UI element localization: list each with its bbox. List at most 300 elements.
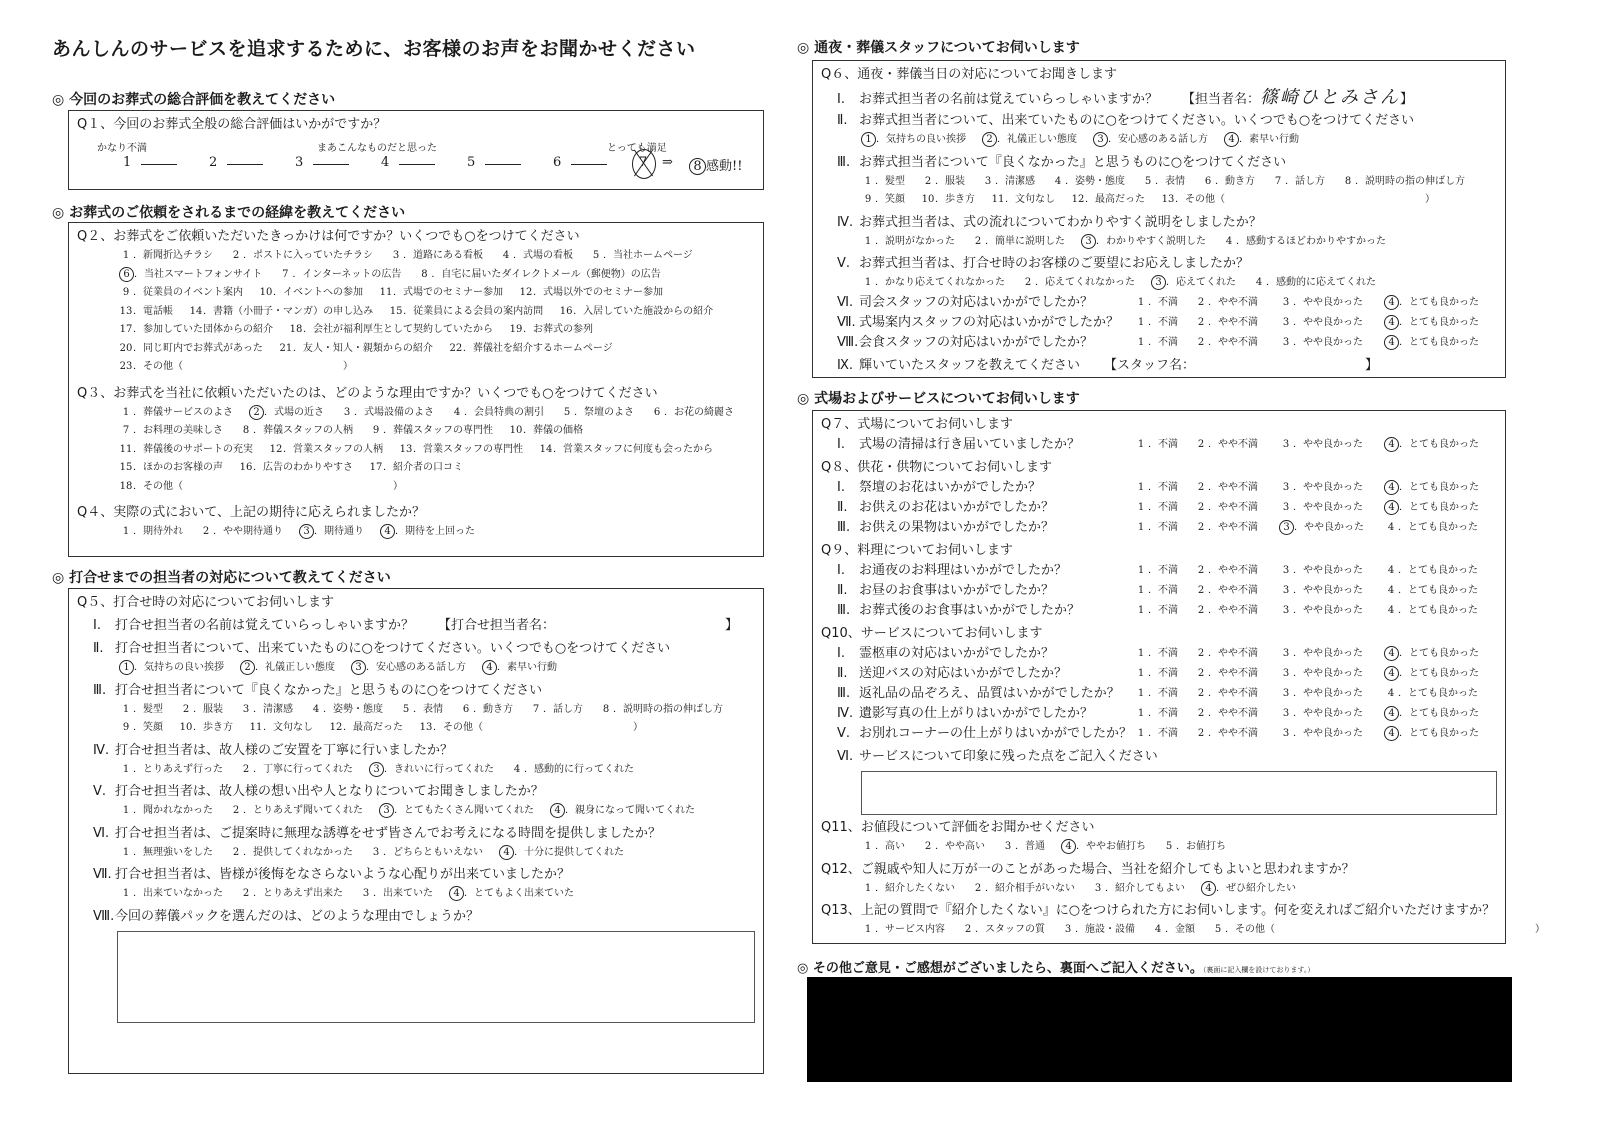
option[interactable]: [119, 441, 253, 460]
option[interactable]: [1071, 191, 1145, 210]
option-number: 2: [924, 175, 932, 187]
scale-final[interactable]: [689, 155, 742, 175]
option-label: やや良かった: [1303, 296, 1363, 308]
option[interactable]: [509, 321, 593, 340]
option-dot: ．: [1399, 668, 1409, 679]
option[interactable]: [1211, 921, 1545, 940]
option-number: 3: [299, 524, 314, 539]
option-number: 12: [269, 443, 283, 455]
option[interactable]: [861, 921, 945, 940]
option-dot: ．: [433, 722, 443, 733]
option-number: 3: [362, 888, 370, 899]
option-label: やや不満: [1218, 605, 1258, 616]
option[interactable]: [179, 701, 223, 720]
option-number: 2: [1197, 502, 1205, 513]
option[interactable]: [278, 266, 401, 285]
option[interactable]: [119, 422, 223, 441]
option[interactable]: [299, 523, 364, 542]
option-dot: ．: [1148, 648, 1158, 659]
option[interactable]: [119, 802, 213, 821]
sub-question-number: Ⅰ.: [837, 563, 845, 578]
option-label: 不満: [1158, 482, 1178, 493]
option[interactable]: [1061, 921, 1135, 940]
option[interactable]: [991, 191, 1055, 210]
option[interactable]: [1151, 921, 1195, 940]
option[interactable]: [1061, 838, 1146, 857]
question-title: Q13、上記の質問で『紹介したくない』に○をつけられた方にお伺いします。何を変えればご紹介いただけますか？: [821, 903, 1496, 918]
option[interactable]: [1194, 333, 1279, 353]
option-label: 不満: [1158, 585, 1178, 596]
option[interactable]: [1021, 274, 1135, 293]
option[interactable]: [1384, 435, 1484, 455]
option-dot: ．: [264, 406, 274, 418]
option[interactable]: [369, 459, 463, 478]
scale-point[interactable]: 1: [123, 155, 132, 170]
sub-question: [77, 681, 755, 701]
sub-question-number: Ⅰ.: [837, 646, 845, 661]
option-label: 礼儀正しい態度: [1007, 134, 1077, 145]
option-label: やや良かった: [1303, 728, 1363, 739]
option-number: 3: [351, 660, 366, 675]
option[interactable]: [240, 659, 335, 678]
option-number: 1: [1137, 502, 1145, 513]
option[interactable]: [1384, 333, 1484, 353]
option-dot: ．: [1208, 668, 1218, 679]
option[interactable]: [419, 719, 643, 738]
option[interactable]: [1279, 664, 1384, 684]
option[interactable]: [1222, 233, 1386, 252]
option-dot: ．: [1148, 605, 1158, 616]
option[interactable]: [1161, 191, 1435, 210]
option[interactable]: [1194, 724, 1279, 744]
option[interactable]: [119, 358, 353, 377]
option[interactable]: [369, 422, 493, 441]
option[interactable]: [1384, 684, 1484, 704]
option-label: 入居していた施設からの紹介: [583, 305, 714, 317]
option[interactable]: [1384, 313, 1484, 333]
option[interactable]: [1224, 131, 1299, 150]
option[interactable]: [399, 441, 523, 460]
option-number: 4: [1384, 666, 1399, 681]
option[interactable]: [329, 719, 403, 738]
option-label: とても良かった: [1409, 708, 1479, 719]
option[interactable]: [539, 441, 713, 460]
option[interactable]: [1134, 724, 1194, 744]
option[interactable]: [559, 303, 713, 322]
option[interactable]: [1194, 684, 1279, 704]
option[interactable]: [1279, 601, 1384, 621]
option[interactable]: [1279, 313, 1384, 333]
option[interactable]: [971, 880, 1075, 899]
option-label: とても良かった: [1409, 482, 1479, 493]
option-dot: ．: [613, 703, 623, 715]
option[interactable]: [921, 191, 975, 210]
option[interactable]: [279, 340, 433, 359]
option[interactable]: [529, 701, 583, 720]
question-box: [68, 110, 764, 190]
option-number: 3: [1282, 439, 1290, 450]
option[interactable]: [1194, 498, 1279, 518]
option-dot: ．: [133, 763, 143, 775]
option[interactable]: [239, 761, 353, 780]
scale-point[interactable]: 5: [467, 155, 476, 170]
option[interactable]: [1134, 644, 1194, 664]
option[interactable]: [1279, 478, 1384, 498]
option[interactable]: [861, 131, 966, 150]
option[interactable]: [259, 284, 363, 303]
question-title: Q１、今回のお葬式全般の総合評価はいかがですか？: [77, 117, 387, 132]
option[interactable]: [269, 441, 383, 460]
option[interactable]: [550, 802, 695, 821]
option[interactable]: [119, 303, 173, 322]
scale-point[interactable]: 3: [295, 155, 304, 170]
option[interactable]: [861, 880, 955, 899]
option-number: 2: [1197, 565, 1205, 576]
option[interactable]: [971, 233, 1065, 252]
option[interactable]: [119, 284, 243, 303]
option[interactable]: [1384, 498, 1484, 518]
option[interactable]: [1194, 601, 1279, 621]
option-dot: ．: [464, 406, 474, 418]
option[interactable]: [1134, 518, 1194, 538]
cross-mark-icon: [633, 147, 655, 179]
option[interactable]: [519, 284, 663, 303]
option-dot: ．: [533, 287, 543, 298]
option[interactable]: [239, 459, 353, 478]
option[interactable]: [229, 247, 373, 266]
option[interactable]: [1194, 704, 1279, 724]
option[interactable]: [1384, 518, 1484, 538]
option[interactable]: [1134, 664, 1194, 684]
option[interactable]: [1279, 333, 1384, 353]
rating-question-text: お供えの果物はいかがでしたか？: [859, 520, 1055, 535]
option[interactable]: [449, 885, 574, 904]
option-number: 22: [449, 342, 463, 354]
option[interactable]: [560, 404, 634, 423]
option-label: 普通: [1025, 841, 1045, 852]
option[interactable]: [380, 523, 475, 542]
footer-note: [797, 957, 1314, 976]
option[interactable]: [1201, 880, 1296, 899]
option[interactable]: [1093, 131, 1208, 150]
question-box: [68, 588, 764, 1074]
option[interactable]: [119, 321, 273, 340]
option-number: 21: [279, 342, 293, 354]
option[interactable]: [1384, 601, 1484, 621]
option[interactable]: [389, 303, 543, 322]
option[interactable]: [119, 247, 213, 266]
option-number: 18: [119, 480, 133, 492]
option-number: 2: [1197, 522, 1205, 533]
option[interactable]: [1134, 561, 1194, 581]
option[interactable]: [1279, 498, 1384, 518]
option[interactable]: [921, 173, 965, 192]
option-number: 3: [1279, 520, 1294, 535]
option[interactable]: [229, 802, 363, 821]
option-label: とても良かった: [1409, 728, 1479, 739]
option[interactable]: [1194, 518, 1279, 538]
scale-point[interactable]: 4: [381, 155, 390, 170]
option[interactable]: [1134, 313, 1194, 333]
option[interactable]: [861, 191, 905, 210]
option-number: 2: [982, 132, 997, 147]
option-label: 金額: [1175, 924, 1195, 935]
option-dot: ．: [243, 805, 253, 816]
option-dot: ．: [553, 443, 563, 455]
option-label: とても良かった: [1408, 688, 1478, 699]
option[interactable]: [417, 266, 660, 285]
name-field-value[interactable]: 篠崎ひとみさん: [1260, 87, 1401, 108]
option[interactable]: [119, 844, 213, 863]
option[interactable]: [1134, 435, 1194, 455]
option[interactable]: [499, 247, 573, 266]
option[interactable]: [1134, 601, 1194, 621]
option[interactable]: [1194, 561, 1279, 581]
option[interactable]: [1194, 581, 1279, 601]
option-dot: ．: [383, 425, 393, 436]
option[interactable]: [1134, 498, 1194, 518]
option-number: 2: [240, 660, 255, 675]
option[interactable]: [119, 719, 163, 738]
option[interactable]: [1279, 724, 1384, 744]
option[interactable]: [119, 659, 224, 678]
option[interactable]: [289, 321, 493, 340]
free-text-answer[interactable]: [117, 931, 755, 1023]
option[interactable]: [861, 838, 905, 857]
option[interactable]: [599, 701, 723, 720]
option[interactable]: [1141, 173, 1185, 192]
option[interactable]: [119, 459, 223, 478]
option[interactable]: [229, 844, 353, 863]
rating-row: [821, 704, 1497, 724]
option[interactable]: [1081, 233, 1206, 252]
option-number: 2: [1197, 316, 1205, 328]
option[interactable]: [650, 404, 734, 423]
option[interactable]: [239, 701, 293, 720]
option[interactable]: [359, 885, 433, 904]
option[interactable]: [961, 921, 1045, 940]
option-dot: ．: [1148, 502, 1158, 513]
option-row: [77, 284, 755, 303]
option[interactable]: [1384, 561, 1484, 581]
option[interactable]: [1279, 293, 1384, 313]
option-label: やや良かった: [1304, 522, 1364, 533]
option[interactable]: [1091, 880, 1185, 899]
option[interactable]: [1194, 664, 1279, 684]
option[interactable]: [861, 274, 1005, 293]
option[interactable]: [189, 303, 373, 322]
option[interactable]: [499, 844, 624, 863]
name-field[interactable]: [1104, 358, 1378, 373]
option[interactable]: [1279, 644, 1384, 664]
option[interactable]: [249, 404, 324, 423]
scale-point-crossed[interactable]: [639, 155, 647, 170]
question-title: Q12、ご親戚や知人に万が一のことがあった場合、当社を紹介してもよいと思われますか？: [821, 861, 1355, 877]
option[interactable]: [119, 761, 223, 780]
option-dot: ．: [574, 406, 584, 418]
option-number: 10: [921, 194, 935, 205]
option-number: 1: [122, 846, 130, 858]
option-label: イベントへの参加: [283, 287, 363, 298]
option[interactable]: [1194, 644, 1279, 664]
option[interactable]: [119, 523, 183, 542]
option[interactable]: [119, 340, 263, 359]
option[interactable]: [119, 404, 233, 423]
option[interactable]: [389, 247, 483, 266]
option[interactable]: [1279, 518, 1384, 538]
option-dot: ．: [514, 846, 524, 858]
option-row: [821, 274, 1497, 293]
option[interactable]: [379, 284, 503, 303]
option[interactable]: [1194, 478, 1279, 498]
option[interactable]: [1384, 581, 1484, 601]
option[interactable]: [482, 659, 557, 678]
option[interactable]: [249, 719, 313, 738]
option[interactable]: [1279, 581, 1384, 601]
option-dot: ．: [1075, 924, 1085, 935]
option-row: [77, 701, 755, 720]
sub-question-number: Ⅷ.: [93, 908, 115, 924]
option-label: やや不満: [1218, 728, 1258, 739]
option[interactable]: [379, 802, 534, 821]
option[interactable]: [459, 701, 513, 720]
option-number: 3: [369, 762, 384, 777]
option-dot: ．: [393, 287, 403, 298]
option[interactable]: [1271, 173, 1325, 192]
option[interactable]: [1134, 684, 1194, 704]
option-label: やや不満: [1218, 668, 1258, 679]
option-row: [77, 659, 755, 678]
option[interactable]: [119, 701, 163, 720]
sub-question-number: Ⅵ.: [837, 749, 854, 764]
option[interactable]: [1001, 838, 1045, 857]
option-number: 2: [249, 405, 264, 420]
option[interactable]: [981, 173, 1035, 192]
free-text-answer[interactable]: [861, 771, 1497, 815]
option[interactable]: [340, 404, 434, 423]
option-dot: ．: [935, 841, 945, 852]
option[interactable]: [369, 844, 483, 863]
option-label: とても良かった: [1408, 605, 1478, 616]
option-dot: ．: [1208, 708, 1218, 719]
name-field-close: 】: [1365, 357, 1379, 373]
option[interactable]: [1384, 724, 1484, 744]
option-number: 4: [1387, 522, 1395, 533]
option[interactable]: [1134, 478, 1194, 498]
option[interactable]: [351, 659, 466, 678]
option[interactable]: [861, 173, 905, 192]
option-label: やや良かった: [1303, 605, 1363, 616]
option-label: 葬儀スタッフの人柄: [263, 425, 353, 436]
option-number: 1: [1137, 688, 1145, 699]
option-number: 17: [369, 462, 383, 473]
option[interactable]: [1279, 561, 1384, 581]
option[interactable]: [309, 701, 383, 720]
option-number: 3: [1282, 668, 1290, 679]
option[interactable]: [199, 523, 283, 542]
option[interactable]: [921, 838, 985, 857]
option[interactable]: [1134, 293, 1194, 313]
option[interactable]: [449, 340, 613, 359]
option[interactable]: [239, 422, 353, 441]
sub-question-number: Ⅶ.: [837, 314, 856, 330]
option[interactable]: [1194, 435, 1279, 455]
option-label: きれいに行ってくれた: [394, 763, 494, 775]
option[interactable]: [239, 885, 343, 904]
sub-question-text: 輝いていたスタッフを教えてください: [859, 357, 1081, 373]
option[interactable]: [1051, 173, 1125, 192]
option-dot: ．: [366, 662, 376, 673]
option[interactable]: [1194, 293, 1279, 313]
option[interactable]: [509, 422, 583, 441]
option[interactable]: [589, 247, 693, 266]
option[interactable]: [369, 761, 494, 780]
option-label: 説明時の指の伸ばし方: [1365, 175, 1465, 187]
option[interactable]: [1384, 293, 1484, 313]
scale-point[interactable]: 2: [209, 155, 218, 170]
option[interactable]: [1252, 274, 1376, 293]
option[interactable]: [1384, 478, 1484, 498]
option-dot: ．: [1208, 316, 1218, 328]
option-number: 2: [202, 526, 210, 537]
option[interactable]: [450, 404, 544, 423]
option[interactable]: [1134, 333, 1194, 353]
option[interactable]: [1151, 274, 1236, 293]
option[interactable]: [399, 701, 443, 720]
option[interactable]: [1384, 644, 1484, 664]
name-field[interactable]: [438, 618, 738, 633]
option-dot: ．: [1208, 439, 1218, 450]
option[interactable]: [1384, 704, 1484, 724]
option-dot: ．: [1176, 841, 1186, 852]
option-number: 1: [1137, 585, 1145, 596]
scale-point[interactable]: 6: [553, 155, 562, 170]
question-title: Q７、式場についてお伺いします: [821, 417, 1013, 432]
option-dot: ．: [203, 305, 213, 317]
option-label: とても良かった: [1409, 296, 1479, 308]
sub-question-number: Ⅰ.: [837, 437, 845, 452]
option-label: やや良かった: [1303, 336, 1363, 348]
option-dot: ．: [1236, 235, 1246, 247]
option-number: 3: [1282, 316, 1290, 328]
option[interactable]: [1134, 704, 1194, 724]
option-dot: ．: [985, 882, 995, 894]
option[interactable]: [1162, 838, 1226, 857]
option[interactable]: [1384, 664, 1484, 684]
option-label: やや良かった: [1303, 316, 1363, 328]
option-label: 式場でのセミナー参加: [403, 287, 503, 298]
option[interactable]: [1279, 704, 1384, 724]
option[interactable]: [119, 885, 223, 904]
option[interactable]: [119, 266, 262, 285]
option[interactable]: [1279, 684, 1384, 704]
option[interactable]: [1279, 435, 1384, 455]
name-field[interactable]: [1182, 87, 1414, 108]
option-label: やや不満: [1218, 688, 1258, 699]
option[interactable]: [861, 233, 955, 252]
option[interactable]: [1194, 313, 1279, 333]
option[interactable]: [1341, 173, 1465, 192]
option[interactable]: [982, 131, 1077, 150]
option[interactable]: [1134, 581, 1194, 601]
sub-question-text: 打合せ担当者は、故人様のご安置を丁寧に行いましたか？: [115, 742, 454, 758]
option[interactable]: [119, 478, 403, 497]
option[interactable]: [1201, 173, 1255, 192]
option[interactable]: [510, 761, 634, 780]
option-label: 不満: [1158, 648, 1178, 659]
option[interactable]: [179, 719, 233, 738]
option-number: 2: [182, 703, 190, 715]
